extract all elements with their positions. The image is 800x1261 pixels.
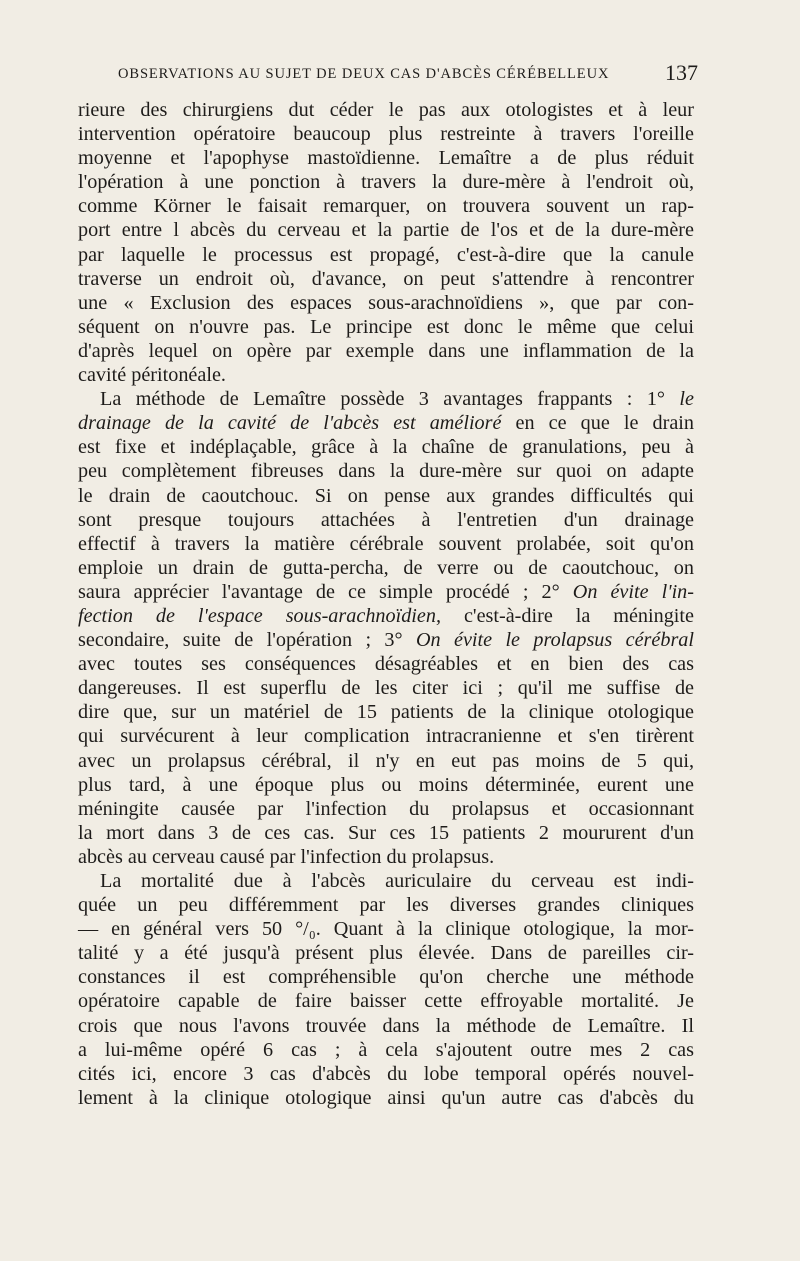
text-line: une « Exclusion des espaces sous-arachnoïdiens », que par con- xyxy=(78,291,694,314)
text-line: comme Körner le faisait remarquer, on trouvera souvent un rap- xyxy=(78,195,694,218)
text-line: constances il est compréhensible qu'on cherche une méthode xyxy=(78,966,694,989)
text-line: cités ici, encore 3 cas d'abcès du lobe temporal opérés nouvel- xyxy=(78,1062,694,1085)
text-line: a lui-même opéré 6 cas ; à cela s'ajoutent outre mes 2 cas xyxy=(78,1038,694,1061)
text-line xyxy=(78,411,694,435)
text-line: lement à la clinique otologique ainsi qu'un autre cas d'abcès du xyxy=(78,1086,694,1109)
text-line: traverse un endroit où, d'avance, on peut s'attendre à rencontrer xyxy=(78,267,694,290)
text-line xyxy=(78,387,694,411)
body-text xyxy=(78,98,694,1110)
text-line: — en général vers 50 °/₀. Quant à la clinique otologique, la mor- xyxy=(78,918,694,941)
running-header xyxy=(118,60,698,88)
line-13-end: en ce que le drain xyxy=(501,412,694,435)
running-title: OBSERVATIONS AU SUJET DE DEUX CAS D'ABCÈS CÉRÉBELLEUX xyxy=(118,66,610,82)
line-21-end: c'est-à-dire la méningite xyxy=(441,604,694,627)
text-line: qui survécurent à leur complication intracranienne et s'en tirèrent xyxy=(78,725,694,748)
text-line: moyenne et l'apophyse mastoïdienne. Lemaître a de plus réduit xyxy=(78,147,694,170)
text-line: opératoire capable de faire baisser cette effroyable mortalité. Je xyxy=(78,990,694,1013)
text-line: abcès au cerveau causé par l'infection du prolapsus. xyxy=(78,845,495,868)
text-line: l'opération à une ponction à travers la dure-mère à l'endroit où, xyxy=(78,171,694,194)
text-line: sont presque toujours attachées à l'entretien d'un drainage xyxy=(78,508,694,531)
text-line: la mort dans 3 de ces cas. Sur ces 15 patients 2 moururent d'un xyxy=(78,821,694,844)
text-line xyxy=(78,628,694,652)
italic-fragment: fection de l'espace sous-arachnoïdien, xyxy=(78,604,442,627)
text-line: crois que nous l'avons trouvée dans la méthode de Lemaître. Il xyxy=(78,1014,694,1037)
text-line: talité y a été jusqu'à présent plus élevée. Dans de pareilles cir- xyxy=(78,942,694,965)
text-line xyxy=(78,604,694,628)
text-line: dire que, sur un matériel de 15 patients de la clinique otologique xyxy=(78,701,694,724)
text-line: emploie un drain de gutta-percha, de verre ou de caoutchouc, on xyxy=(78,556,694,579)
text-line: plus tard, à une époque plus ou moins déterminée, eurent une xyxy=(78,773,694,796)
page-number: 137 xyxy=(665,60,698,85)
text-line: rieure des chirurgiens dut céder le pas aux otologistes et à leur xyxy=(78,99,694,121)
text-line: par laquelle le processus est propagé, c'est-à-dire que la canule xyxy=(78,243,694,266)
line-22-start: secondaire, suite de l'opération ; 3° xyxy=(78,629,416,652)
text-line: La mortalité due à l'abcès auriculaire du cerveau est indi- xyxy=(100,870,694,892)
text-line: dangereuses. Il est superflu de les citer ici ; qu'il me suffise de xyxy=(78,677,694,700)
text-line xyxy=(78,580,694,604)
text-line: méningite causée par l'infection du prolapsus et occasionnant xyxy=(78,797,694,820)
italic-fragment: drainage de la cavité de l'abcès est amélioré xyxy=(78,412,502,435)
text-line: peu complètement fibreuses dans la dure-mère sur quoi on adapte xyxy=(78,460,694,483)
italic-fragment: le xyxy=(679,388,694,411)
text-line: d'après lequel on opère par exemple dans une inflammation de la xyxy=(78,339,694,362)
text-line: avec un prolapsus cérébral, il n'y en eut pas moins de 5 qui, xyxy=(78,749,694,772)
text-line: séquent on n'ouvre pas. Le principe est donc le même que celui xyxy=(78,315,694,338)
text-line: port entre l abcès du cerveau et la partie de l'os et de la dure-mère xyxy=(78,219,694,242)
text-line: avec toutes ses conséquences désagréables et en bien des cas xyxy=(78,653,694,676)
line-20-start: saura apprécier l'avantage de ce simple procédé ; 2° xyxy=(78,580,573,603)
italic-fragment: On évite le prolapsus cérébral xyxy=(415,629,695,652)
italic-fragment: On évite l'in- xyxy=(572,580,694,603)
text-line: quée un peu différemment par les diverses grandes cliniques xyxy=(78,894,694,917)
text-line: intervention opératoire beaucoup plus restreinte à travers l'oreille xyxy=(78,123,694,146)
line-12-start: La méthode de Lemaître possède 3 avantages frappants : 1° xyxy=(100,388,680,411)
text-line: effectif à travers la matière cérébrale souvent prolabée, soit qu'on xyxy=(78,532,694,555)
text-line: cavité péritonéale. xyxy=(78,364,226,387)
text-line: est fixe et indéplaçable, grâce à la chaîne de granulations, peu à xyxy=(78,436,694,459)
text-line: le drain de caoutchouc. Si on pense aux grandes difficultés qui xyxy=(78,484,694,507)
